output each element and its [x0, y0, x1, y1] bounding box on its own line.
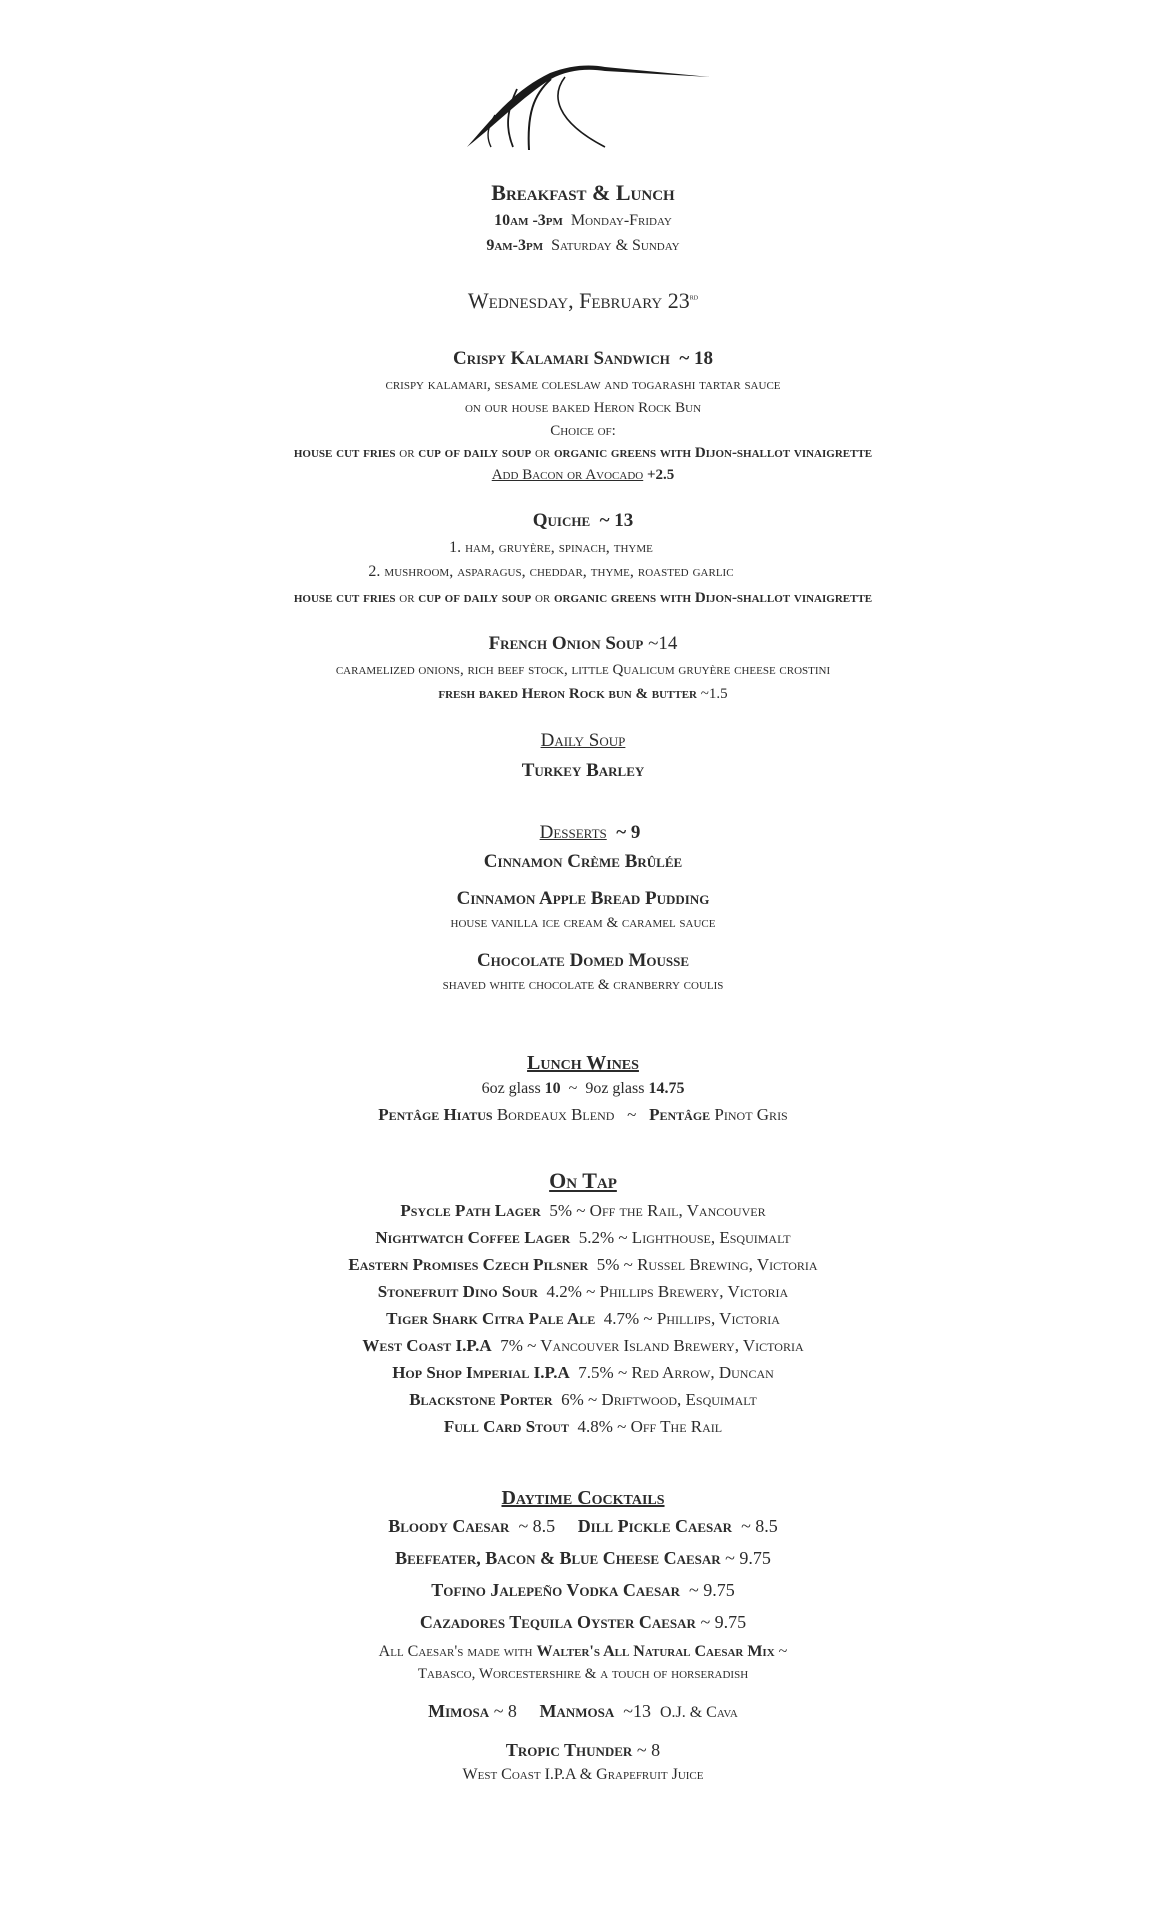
side-fries: house cut fries: [293, 445, 396, 461]
dessert-name: Cinnamon Crème Brûlée: [483, 851, 683, 872]
kalamari-sides: [0, 445, 1166, 462]
beer-info: 4.8% ~ Off The Rail: [577, 1417, 723, 1436]
onion-soup-bun: [0, 686, 1166, 703]
desserts-label: Desserts: [539, 822, 607, 843]
price-6oz: 10: [544, 1080, 561, 1097]
addon-label: Add Bacon or Avocado: [491, 467, 644, 483]
kalamari-addon: [0, 467, 1166, 484]
beer-info: 7.5% ~ Red Arrow, Duncan: [578, 1363, 774, 1382]
cocktail-row-mimosa: [0, 1701, 1166, 1722]
cocktail-row-tropic: [0, 1740, 1166, 1761]
mimosa-name: Mimosa: [428, 1701, 490, 1721]
onion-soup-name: French Onion Soup: [488, 633, 644, 654]
weekend-days: Saturday & Sunday: [551, 237, 680, 254]
beefeater-caesar-name: Beefeater, Bacon & Blue Cheese Caesar: [395, 1548, 721, 1568]
side-or: or: [399, 590, 415, 606]
beer-name: Stonefruit Dino Sour: [377, 1282, 538, 1301]
beefeater-caesar-price: ~ 9.75: [725, 1548, 771, 1568]
wines-title: Lunch Wines: [527, 1052, 639, 1074]
cocktail-row-caesars: [0, 1516, 1166, 1537]
addon-price: +2.5: [646, 467, 675, 483]
quiche-price: ~ 13: [599, 510, 634, 531]
side-or: or: [534, 445, 551, 461]
glass-9oz: 9oz glass: [585, 1080, 645, 1097]
wine-1-name: Pentâge Hiatus: [378, 1105, 493, 1124]
quiche-name: Quiche: [532, 510, 591, 531]
side-greens: organic greens with Dijon-shallot vinaigrette: [554, 445, 873, 461]
weekday-hours: [0, 212, 1166, 230]
tropic-thunder-desc: West Coast I.P.A & Grapefruit Juice: [462, 1766, 704, 1783]
beer-row: [0, 1201, 1166, 1221]
bloody-caesar-price: ~ 8.5: [518, 1516, 556, 1536]
bun-price: ~1.5: [700, 686, 728, 702]
beer-name: Eastern Promises Czech Pilsner: [348, 1255, 589, 1274]
dessert-desc: shaved white chocolate & cranberry coulis: [442, 977, 724, 993]
beer-row: [0, 1255, 1166, 1275]
beer-info: 7% ~ Vancouver Island Brewery, Victoria: [500, 1336, 804, 1355]
manmosa-price: ~13: [623, 1701, 651, 1721]
wine-2-type: Pinot Gris: [714, 1105, 788, 1124]
quiche-sides: [0, 590, 1166, 607]
weekday-days: Monday-Friday: [570, 212, 672, 229]
beer-row: [0, 1228, 1166, 1248]
onion-soup-heading: [0, 633, 1166, 655]
menu-date: [0, 288, 1166, 314]
quiche-option-1: 1. ham, gruyère, spinach, thyme: [449, 539, 653, 556]
hours-title: Breakfast & Lunch: [491, 180, 675, 205]
date-text: Wednesday, February 23: [467, 288, 690, 313]
dessert-name: Chocolate Domed Mousse: [476, 950, 690, 971]
cazadores-caesar-name: Cazadores Tequila Oyster Caesar: [419, 1612, 696, 1632]
price-9oz: 14.75: [648, 1080, 685, 1097]
beer-name: Nightwatch Coffee Lager: [375, 1228, 571, 1247]
tofino-caesar-name: Tofino Jalepeño Vodka Caesar: [431, 1580, 680, 1600]
beer-name: Psycle Path Lager: [400, 1201, 541, 1220]
tropic-thunder-name: Tropic Thunder: [505, 1740, 633, 1760]
daily-soup-name: Turkey Barley: [521, 760, 645, 781]
side-fries: house cut fries: [293, 590, 396, 606]
manmosa-name: Manmosa: [539, 1701, 615, 1721]
caesar-note-prefix: All Caesar's made with: [378, 1643, 533, 1660]
side-or: or: [399, 445, 415, 461]
beer-info: 4.2% ~ Phillips Brewery, Victoria: [546, 1282, 789, 1301]
wines-glass-prices: [0, 1080, 1166, 1098]
tropic-thunder-price: ~ 8: [636, 1740, 661, 1760]
bloody-caesar-name: Bloody Caesar: [388, 1516, 510, 1536]
beer-info: 5% ~ Off the Rail, Vancouver: [549, 1201, 766, 1220]
manmosa-desc: O.J. & Cava: [659, 1704, 738, 1721]
beer-info: 4.7% ~ Phillips, Victoria: [603, 1309, 780, 1328]
glass-6oz: 6oz glass: [481, 1080, 541, 1097]
kalamari-name: Crispy Kalamari Sandwich: [453, 348, 670, 369]
beer-name: Blackstone Porter: [409, 1390, 553, 1409]
caesar-note-brand: Walter's All Natural Caesar Mix: [536, 1643, 775, 1660]
daily-soup-label: Daily Soup: [540, 730, 626, 751]
kalamari-heading: [0, 348, 1166, 370]
wine-sep: ~: [627, 1105, 637, 1124]
cocktail-row-beefeater: [0, 1548, 1166, 1569]
cazadores-caesar-price: ~ 9.75: [700, 1612, 747, 1632]
quiche-option-2: 2. mushroom, asparagus, cheddar, thyme, roasted garlic: [368, 563, 734, 580]
beer-info: 6% ~ Driftwood, Esquimalt: [561, 1390, 757, 1409]
dessert-desc: house vanilla ice cream & caramel sauce: [450, 915, 716, 931]
beer-name: West Coast I.P.A: [362, 1336, 492, 1355]
side-or: or: [534, 590, 551, 606]
kalamari-desc-1: crispy kalamari, sesame coleslaw and togarashi tartar sauce: [385, 377, 781, 393]
onion-soup-price: ~14: [648, 633, 678, 654]
tofino-caesar-price: ~ 9.75: [688, 1580, 735, 1600]
kalamari-choice: Choice of:: [550, 423, 616, 439]
desserts-heading: [7, 822, 1166, 844]
dill-caesar-name: Dill Pickle Caesar: [577, 1516, 733, 1536]
cocktails-title: Daytime Cocktails: [501, 1487, 665, 1509]
beer-row: [0, 1282, 1166, 1302]
beer-row: [0, 1417, 1166, 1437]
wine-1-type: Bordeaux Blend: [496, 1105, 615, 1124]
side-soup: cup of daily soup: [418, 445, 532, 461]
beer-row: [0, 1390, 1166, 1410]
beer-name: Hop Shop Imperial I.P.A: [392, 1363, 570, 1382]
wine-sep: ~: [568, 1080, 578, 1097]
cocktail-row-cazadores: [0, 1612, 1166, 1633]
cocktail-row-tofino: [0, 1580, 1166, 1601]
mimosa-price: ~ 8: [493, 1701, 517, 1721]
desserts-price: ~ 9: [616, 822, 641, 843]
caesar-note-suffix: ~: [778, 1643, 788, 1660]
caesar-note: [0, 1643, 1166, 1661]
kalamari-desc-2: on our house baked Heron Rock Bun: [464, 400, 702, 416]
weekday-time: 10am -3pm: [494, 212, 563, 229]
side-soup: cup of daily soup: [418, 590, 532, 606]
bun-label: fresh baked Heron Rock bun & butter: [438, 686, 697, 702]
beer-name: Tiger Shark Citra Pale Ale: [386, 1309, 596, 1328]
weekend-hours: [0, 237, 1166, 255]
beer-info: 5% ~ Russel Brewing, Victoria: [596, 1255, 818, 1274]
beer-row: [0, 1336, 1166, 1356]
dessert-name: Cinnamon Apple Bread Pudding: [456, 888, 710, 909]
beer-row: [0, 1309, 1166, 1329]
onion-soup-desc: caramelized onions, rich beef stock, little Qualicum gruyère cheese crostini: [335, 662, 831, 678]
wine-2-name: Pentâge: [649, 1105, 711, 1124]
side-greens: organic greens with Dijon-shallot vinaigrette: [554, 590, 873, 606]
tap-title: On Tap: [549, 1168, 617, 1193]
heron-logo-icon: [455, 55, 715, 155]
dill-caesar-price: ~ 8.5: [741, 1516, 778, 1536]
weekend-time: 9am-3pm: [486, 237, 544, 254]
wines-list: [0, 1105, 1166, 1125]
kalamari-price: ~ 18: [679, 348, 713, 369]
beer-info: 5.2% ~ Lighthouse, Esquimalt: [578, 1228, 791, 1247]
date-suffix: rd: [689, 291, 699, 302]
caesar-note-line-2: Tabasco, Worcestershire & a touch of horseradish: [417, 1666, 749, 1682]
quiche-heading: [0, 510, 1166, 532]
beer-row: [0, 1363, 1166, 1383]
beer-name: Full Card Stout: [443, 1417, 569, 1436]
